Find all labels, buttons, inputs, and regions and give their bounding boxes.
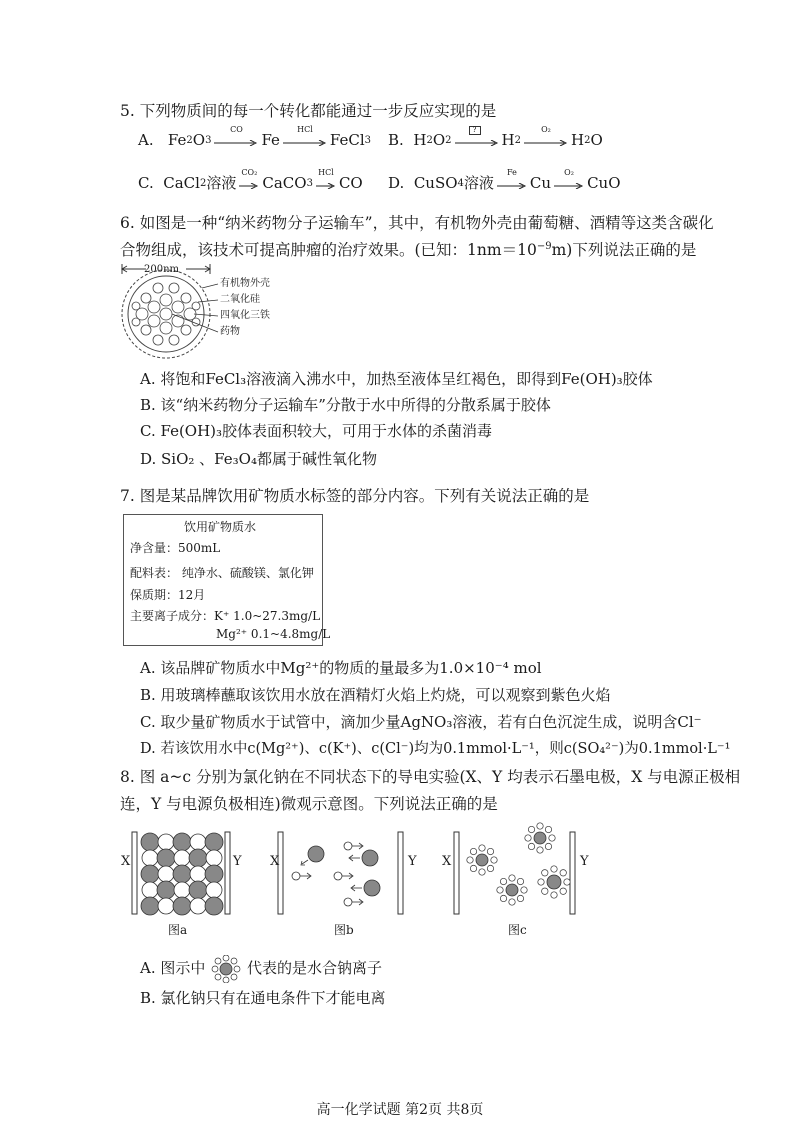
q6-stem-line2: 合物组成，该技术可提高肿瘤的治疗效果。(已知：$1nm=10^{-9}m$)下列说法正确的是 — [120, 241, 697, 260]
mineral-water-label — [123, 514, 331, 646]
hydrated-ion-core — [476, 854, 488, 866]
water-molecule — [542, 888, 548, 894]
q6-option-d: D. SiO₂ 、Fe₃O₄都属于碱性氧化物 — [140, 450, 377, 468]
silica-label: 二氧化硅 — [220, 294, 260, 305]
reaction-arrow-icon: O₂ — [524, 134, 568, 148]
water-molecule — [487, 865, 493, 871]
sodium-ion — [158, 898, 174, 914]
water-molecule — [487, 848, 493, 854]
figure-b-molten-nacl — [268, 828, 418, 918]
water-molecule — [517, 895, 523, 901]
electrode-x-label-c: X — [442, 854, 452, 869]
q5-stem: 5. 下列物质间的每一个转化都能通过一步反应实现的是 — [120, 102, 497, 120]
chloride-ion — [189, 849, 207, 867]
q6-stem-line1: 6. 如图是一种“纳米药物分子运输车”，其中，有机物外壳由葡萄糖、酒精等这类含碳化 — [120, 214, 714, 232]
label-ion-mg: Mg²⁺ 0.1~4.8mg/L — [216, 627, 331, 641]
chloride-ion — [205, 897, 223, 915]
water-molecule — [560, 888, 566, 894]
q8-option-b: B. 氯化钠只有在通电条件下才能电离 — [140, 989, 386, 1007]
water-molecule — [500, 878, 506, 884]
hydrated-ion-core — [547, 875, 561, 889]
water-molecule — [497, 887, 503, 893]
water-molecule — [537, 823, 543, 829]
q5-option-d: D. CuSO 4 溶液 Fe Cu O₂ CuO — [388, 167, 621, 192]
figure-a-caption: 图a — [168, 923, 188, 937]
page-footer: 高一化学试题 第2页 共8页 — [316, 1102, 484, 1118]
q5-option-c: C. CaCl 2 溶液 CO₂ CaCO 3 HCl CO — [138, 167, 363, 192]
sodium-ion — [142, 850, 158, 866]
water-molecule — [479, 845, 485, 851]
water-molecule — [549, 835, 555, 841]
reaction-arrow-icon: ? — [455, 134, 499, 148]
chloride-ion — [157, 881, 175, 899]
water-molecule — [551, 892, 557, 898]
label-ions: 主要离子成分：K⁺ 1.0~27.3mg/L — [130, 609, 321, 623]
q8-stem-line2: 连，Y 与电源负极相连)微观示意图。下列说法正确的是 — [120, 795, 498, 813]
water-molecule — [467, 857, 473, 863]
water-molecule — [509, 899, 515, 905]
q6-option-a: A. 将饱和FeCl₃溶液滴入沸水中，加热至液体呈红褐色，即得到Fe(OH)₃胶体 — [140, 370, 653, 388]
chloride-ion — [205, 833, 223, 851]
reaction-arrow-icon: HCl — [283, 134, 327, 148]
water-molecule — [509, 875, 515, 881]
figure-a-solid-nacl — [120, 828, 250, 918]
electrode-y-label-b: Y — [408, 854, 417, 869]
nano-size-label: 200nm — [144, 264, 180, 275]
water-molecule — [560, 870, 566, 876]
label-net: 净含量：500mL — [130, 541, 221, 555]
figure-c-nacl-solution — [440, 820, 590, 920]
reaction-arrow-icon: Fe — [497, 177, 527, 191]
water-molecule — [545, 826, 551, 832]
hydrated-ion-icon — [210, 955, 242, 983]
q6-option-b: B. 该“纳米药物分子运输车”分散于水中所得的分散系属于胶体 — [140, 396, 551, 414]
electrode-x-label-a: X — [121, 854, 131, 869]
water-molecule — [521, 887, 527, 893]
reaction-arrow-icon: O₂ — [554, 177, 584, 191]
hydrated-ion-core — [506, 884, 518, 896]
chloride-ion — [141, 897, 159, 915]
water-molecule — [551, 866, 557, 872]
chloride-ion — [173, 897, 191, 915]
water-molecule — [470, 848, 476, 854]
label-title: 饮用矿物质水 — [184, 520, 257, 534]
chloride-ion — [173, 865, 191, 883]
sodium-ion — [190, 834, 206, 850]
sodium-ion — [158, 834, 174, 850]
q7-option-d: D. 若该饮用水中c(Mg²⁺)、c(K⁺)、c(Cl⁻)均为0.1mmol·L⁻¹，则c(SO₄²⁻)为0.1mmol·L⁻¹ — [140, 741, 731, 757]
sodium-ion — [190, 866, 206, 882]
water-molecule — [479, 869, 485, 875]
chloride-ion — [141, 833, 159, 851]
q7-stem: 7. 图是某品牌饮用矿物质水标签的部分内容。下列有关说法正确的是 — [120, 487, 590, 505]
reaction-arrow-icon: CO — [214, 134, 258, 148]
water-molecule — [564, 879, 570, 885]
hydrated-ion-core — [534, 832, 546, 844]
electrode-y-label-c: Y — [580, 854, 589, 869]
q6-option-c: C. Fe(OH)₃胶体表面积较大，可用于水体的杀菌消毒 — [140, 422, 493, 440]
sodium-ion — [206, 882, 222, 898]
sodium-ion — [206, 850, 222, 866]
reaction-arrow-icon: CO₂ — [239, 177, 259, 191]
water-molecule — [542, 870, 548, 876]
figure-c-caption: 图c — [508, 923, 527, 937]
figure-b-caption: 图b — [334, 923, 354, 937]
water-molecule — [470, 865, 476, 871]
sodium-ion — [174, 850, 190, 866]
electrode-x-label-b: X — [270, 854, 280, 869]
water-molecule — [525, 835, 531, 841]
label-ingredients: 配料表： 纯净水、硫酸镁、氯化钾 — [130, 566, 314, 580]
water-molecule — [537, 847, 543, 853]
water-molecule — [491, 857, 497, 863]
q5-option-b: B. H 2 O 2 ? H 2 O₂ H 2 O — [388, 124, 603, 149]
q7-option-b: B. 用玻璃棒蘸取该饮用水放在酒精灯火焰上灼烧，可以观察到紫色火焰 — [140, 686, 611, 704]
chloride-ion — [141, 865, 159, 883]
water-molecule — [538, 879, 544, 885]
chloride-ion — [189, 881, 207, 899]
q7-option-c: C. 取少量矿物质水于试管中，滴加少量AgNO₃溶液，若有白色沉淀生成，说明含Cl⁻ — [140, 713, 702, 731]
q8-option-a: A. 图示中 代表的是水合钠离子 — [140, 955, 382, 983]
q5-option-a: A. Fe 2 O 3 CO Fe HCl FeCl 3 — [138, 124, 372, 149]
sodium-ion — [190, 898, 206, 914]
drug-label: 药物 — [220, 326, 240, 337]
electrode-y-label-a: Y — [233, 854, 242, 869]
sodium-ion — [158, 866, 174, 882]
label-shelf-life: 保质期：12月 — [130, 588, 206, 602]
q7-option-a: A. 该品牌矿物质水中Mg²⁺的物质的量最多为1.0×10⁻⁴ mol — [140, 659, 542, 677]
sodium-ion — [142, 882, 158, 898]
q8-stem-line1: 8. 图 a~c 分别为氯化钠在不同状态下的导电实验(X、Y 均表示石墨电极，X 与电源正极相 — [120, 768, 741, 786]
water-molecule — [517, 878, 523, 884]
magnetite-label: 四氧化三铁 — [220, 310, 270, 321]
reaction-arrow-icon: HCl — [316, 177, 336, 191]
water-molecule — [528, 826, 534, 832]
shell-label: 有机物外壳 — [220, 278, 270, 289]
chloride-ion — [173, 833, 191, 851]
sodium-ion — [174, 882, 190, 898]
chloride-ion — [205, 865, 223, 883]
chloride-ion — [157, 849, 175, 867]
water-molecule — [500, 895, 506, 901]
water-molecule — [545, 843, 551, 849]
water-molecule — [528, 843, 534, 849]
